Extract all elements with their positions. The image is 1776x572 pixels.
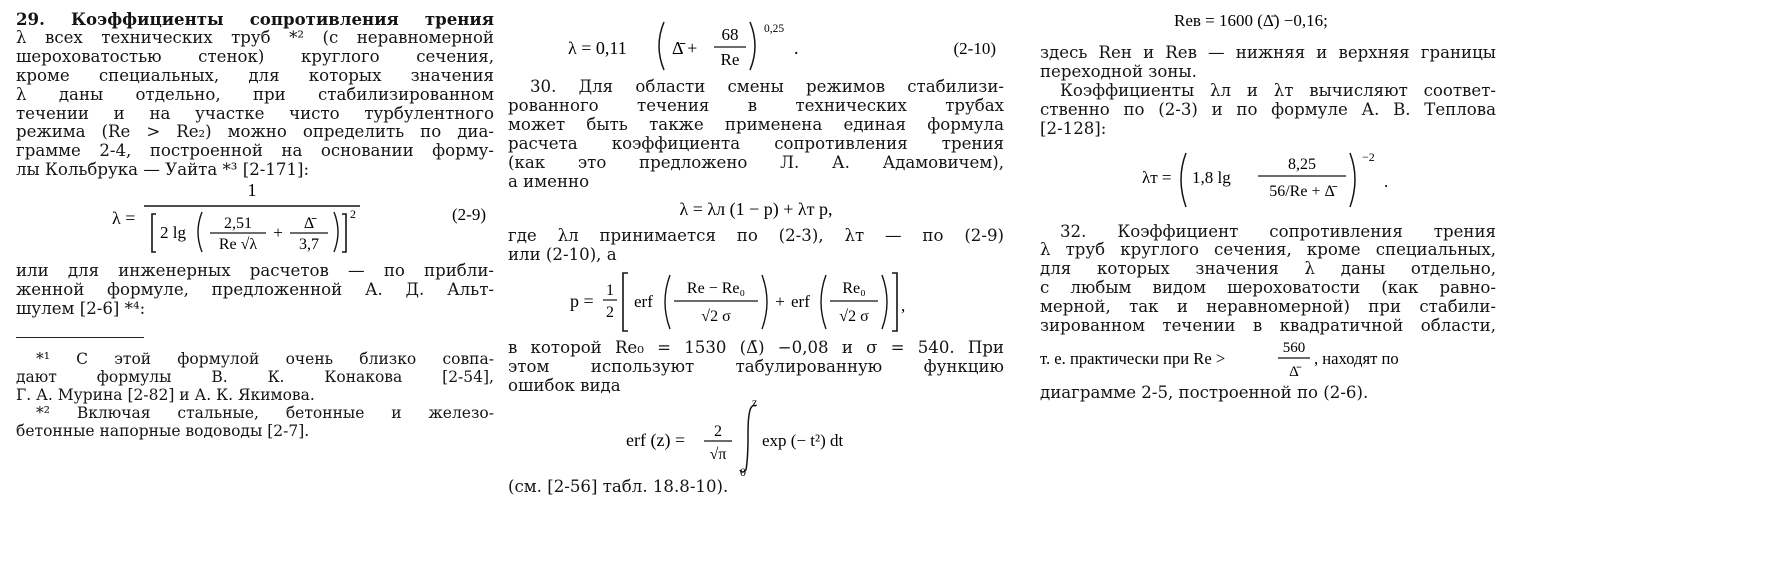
- para32-line: для которых значения λ даны отдельно,: [1040, 259, 1496, 279]
- equation-reb-svg: [1040, 0, 1496, 42]
- para29-line: 29. Коэффициенты сопротивления трения: [16, 9, 494, 29]
- equation-number: (2-9): [452, 205, 486, 225]
- text-line: здесь Reн и Reв — нижняя и верхняя границы: [1040, 43, 1496, 62]
- integral-upper: z: [752, 394, 758, 409]
- paren1-left: [665, 275, 670, 329]
- eq-log: 1,8 lg: [1192, 167, 1231, 187]
- para32-line: λ труб круглого сечения, кроме специальных,: [1040, 240, 1496, 260]
- left-paren: [1181, 153, 1186, 207]
- frac-numerator: 8,25: [1288, 155, 1316, 173]
- equation-2-9: [16, 180, 494, 258]
- eq-lhs: λ = 0,11: [568, 38, 627, 58]
- cond-post: , находят по: [1314, 348, 1399, 368]
- para29-line: λ всех технических труб *² (с неравномерной: [16, 27, 494, 47]
- paragraph-30: [508, 78, 1004, 191]
- eq-mix-text: λ = λл (1 − p) + λт p,: [679, 199, 833, 220]
- equation-mix: [508, 191, 1004, 227]
- right-paren: [1350, 153, 1355, 207]
- frac-denominator: Re: [720, 50, 740, 69]
- text-line: в которой Re₀ = 1530 (Δ̄) −0,08 и σ = 540. При: [508, 338, 1004, 358]
- para32-line: зированном течении в квадратичной области,: [1040, 316, 1496, 336]
- exponent: 0,25: [764, 23, 785, 35]
- footnote-line: *² Включая стальные, бетонные и железо-: [36, 403, 494, 422]
- paragraph-32: [1040, 223, 1496, 336]
- left-bracket: [623, 273, 628, 331]
- cond-denominator: Δ̄: [1289, 363, 1299, 380]
- term2-numerator: Δ̄: [303, 215, 315, 233]
- column-middle: [508, 0, 1004, 497]
- text-line: где λл принимается по (2-3), λт — по (2-9): [508, 226, 1004, 246]
- para30-line: рованного течения в технических трубах: [508, 95, 1004, 115]
- right-bracket: [892, 273, 897, 331]
- para29-line: λ даны отдельно, при стабилизированном: [16, 84, 494, 104]
- eq-lhs: λ =: [112, 208, 136, 229]
- para30-line: а именно: [508, 171, 590, 191]
- para32-line: с любым видом шероховатости (как равно-: [1040, 278, 1496, 298]
- delta-plus: Δ̄ +: [672, 38, 698, 58]
- condition-svg: [1040, 336, 1496, 380]
- half-denominator: 2: [606, 304, 614, 322]
- right-bracket: [342, 214, 346, 252]
- para30-line: расчета коэффициента сопротивления трения: [508, 133, 1004, 153]
- text-line: этом используют табулированную функцию: [508, 357, 1004, 377]
- paragraph-which: [508, 339, 1004, 396]
- equation-mix-svg: [508, 191, 1004, 227]
- paragraph-where: [508, 227, 1004, 265]
- footnote-line: дают формулы В. К. Конакова [2-54],: [16, 367, 494, 386]
- para30-line: 30. Для области смены режимов стабилизи-: [530, 77, 1004, 96]
- para30-line: (как это предложено Л. А. Адамовичем),: [508, 152, 1004, 172]
- para29-line: течении и на участке чисто турбулентного: [16, 103, 494, 123]
- frac-denominator: 56/Re + Δ̄: [1269, 182, 1335, 200]
- column-left: [16, 10, 494, 440]
- integral-lower: 0: [740, 464, 746, 479]
- reference-line: (см. [2-56] табл. 18.8-10).: [508, 476, 729, 496]
- para30-line: может быть также применена единая формула: [508, 114, 1004, 134]
- paragraph-here: [1040, 44, 1496, 82]
- frac-numerator: 68: [721, 25, 739, 44]
- para32-line: 32. Коэффициент сопротивления трения: [1060, 221, 1496, 241]
- equation-2-10: [508, 0, 1004, 72]
- para32-line: мерной, так и неравномерной) при стабили-: [1040, 297, 1496, 317]
- right-paren: [750, 22, 755, 70]
- comma: ,: [901, 296, 906, 316]
- half-numerator: 1: [606, 282, 614, 300]
- equation-teplov: [1040, 139, 1496, 215]
- plus-sign: +: [775, 292, 785, 312]
- footnote-rule: [16, 337, 144, 338]
- equation-p: [508, 265, 1004, 335]
- equation-reb: [1040, 0, 1496, 42]
- exponent: −2: [1362, 149, 1375, 164]
- square-exponent: 2: [350, 207, 356, 222]
- equation-erf: [508, 396, 1004, 478]
- equation-2-10-svg: [508, 0, 1004, 72]
- footnote-line: бетонные напорные водоводы [2-7].: [16, 421, 310, 440]
- eq-lhs: p =: [570, 291, 594, 312]
- text-line: или (2-10), а: [508, 245, 617, 265]
- term1-numerator: 2,51: [224, 215, 252, 233]
- eq-reb-text: Reв = 1600 (Δ̄) −0,16;: [1174, 11, 1328, 30]
- text-line: переходной зоны.: [1040, 61, 1197, 81]
- para29-line: лы Кольбрука — Уайта *³ [2-171]:: [16, 160, 310, 180]
- text-line: [2-128]:: [1040, 118, 1107, 138]
- footnote-line: Г. А. Мурина [2-82] и А. К. Якимова.: [16, 385, 315, 404]
- paren2-right: [882, 275, 887, 329]
- cond-numerator: 560: [1282, 339, 1306, 356]
- equation-erf-svg: [508, 396, 1004, 478]
- text-line: диаграмме 2-5, построенной по (2-6).: [1040, 382, 1369, 402]
- dot: .: [794, 38, 799, 58]
- erf1-numerator: Re − Re₀: [686, 280, 746, 298]
- eq-lhs: λт =: [1142, 167, 1172, 187]
- eq-lhs: erf (z) =: [626, 429, 686, 450]
- cond-pre: т. е. практически при Re >: [1040, 348, 1226, 368]
- text-line: шулем [2-6] *⁴:: [16, 298, 146, 318]
- column-right: [1040, 0, 1496, 403]
- paragraph-altshul: [16, 262, 494, 319]
- equation-number: (2-10): [953, 39, 996, 58]
- text-line: или для инженерных расчетов — по прибли-: [16, 261, 494, 281]
- integrand: exp (− t²) dt: [762, 430, 844, 450]
- right-paren: [334, 212, 338, 252]
- term1-denominator: Re √λ: [218, 236, 258, 254]
- para29-line: шероховатостью стенок) круглого сечения,: [16, 46, 494, 66]
- dot: .: [1384, 171, 1389, 191]
- paragraph-29: [16, 10, 494, 180]
- erf1-label: erf: [634, 292, 653, 312]
- equation-p-svg: [508, 265, 1004, 335]
- erf-numerator: 2: [714, 422, 722, 440]
- equation-2-9-svg: [16, 180, 494, 258]
- paren1-right: [762, 275, 767, 329]
- erf2-label: erf: [791, 292, 810, 312]
- eq-numerator: 1: [247, 180, 257, 201]
- paragraph-coef: [1040, 82, 1496, 139]
- para29-line: кроме специальных, для которых значения: [16, 65, 494, 85]
- text-line: женной формуле, предложенной А. Д. Альт-: [16, 280, 494, 300]
- integral-sign: [740, 405, 756, 472]
- equation-teplov-svg: [1040, 139, 1496, 215]
- left-paren: [198, 212, 202, 252]
- condition-line: [1040, 336, 1496, 380]
- erf2-denominator: √2 σ: [839, 308, 869, 326]
- erf2-numerator: Re₀: [842, 280, 866, 298]
- plus-sign: +: [273, 223, 283, 243]
- footnote-line: *¹ С этой формулой очень близко совпа-: [36, 349, 494, 368]
- erf-denominator: √π: [709, 445, 727, 463]
- text-line: ственно по (2-3) и по формуле А. В. Теплова: [1040, 99, 1496, 119]
- footnotes: [16, 350, 494, 440]
- text-line: Коэффициенты λл и λт вычисляют соответ-: [1060, 80, 1496, 100]
- para29-line: режима (Re > Re₂) можно определить по диа-: [16, 122, 494, 142]
- paren2-left: [821, 275, 826, 329]
- para29-line: грамме 2-4, построенной на основании форму-: [16, 141, 494, 161]
- left-paren: [659, 22, 664, 70]
- text-line: ошибок вида: [508, 376, 621, 396]
- left-bracket: [152, 214, 156, 252]
- term2-denominator: 3,7: [299, 236, 319, 254]
- eq-log: 2 lg: [160, 223, 186, 243]
- erf1-denominator: √2 σ: [701, 308, 731, 326]
